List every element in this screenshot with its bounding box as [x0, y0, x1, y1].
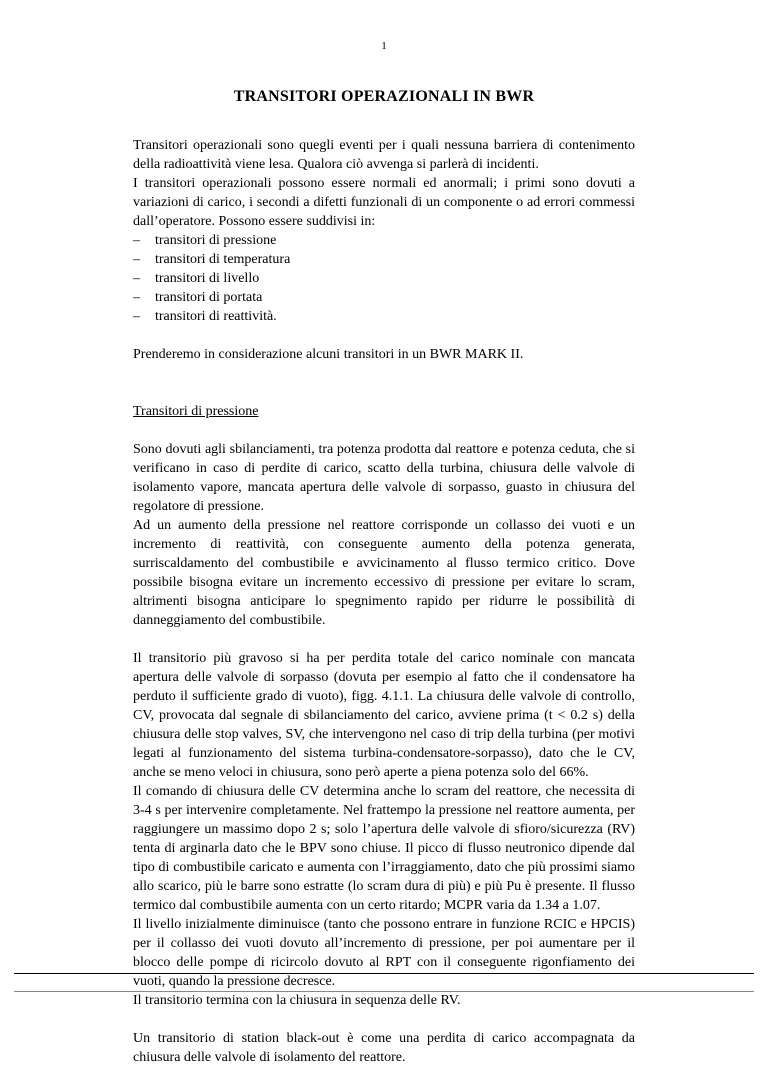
section-heading: Transitori di pressione — [133, 404, 259, 419]
section-paragraph-3: Il transitorio più gravoso si ha per perdita totale del carico nominale con mancata apertura delle valvole di sorpasso (dovuta per esempio al fatto che il condensatore ha perduto il sufficiente grado di vuoto), figg. 4.1.1. La chiusura delle valvole di controllo, CV, provocata dal segnale di sbilanciamento del carico, avviene prima (t < 0.2 s) della chiusura delle stop valves, SV, che intervengono nel caso di trip della turbina (per motivi legati al funzionamento del sistema turbina-condensatore-sorpasso), dato che le CV, anche se meno veloci in chiusura, sono però aperte a piena potenza solo del 66%. — [133, 651, 635, 780]
page-number: 1 — [381, 40, 387, 52]
list-item: – transitori di reattività. — [133, 307, 635, 326]
document-title: TRANSITORI OPERAZIONALI IN BWR — [233, 88, 535, 105]
footer-divider — [14, 973, 754, 974]
list-item: – transitori di pressione — [133, 231, 635, 250]
section-paragraph-1: Sono dovuti agli sbilanciamenti, tra potenza prodotta dal reattore e potenza ceduta, che si verificano in caso di perdite di carico, scatto della turbina, chiusura delle valvole di isolamento vapore, mancata apertura delle valvole di sorpasso, guasto in chiusura del regolatore di pressione. — [133, 442, 635, 514]
list-item: – transitori di livello — [133, 269, 635, 288]
intro-paragraph-1: Transitori operazionali sono quegli eventi per i quali nessuna barriera di contenimento della radioattività viene lesa. Qualora ciò avvenga si parlerà di incidenti. — [133, 138, 635, 172]
section-paragraph-5: Il livello inizialmente diminuisce (tanto che possono entrare in funzione RCIC e HPCIS) per il collasso dei vuoti dovuto all’incremento di pressione, per poi aumentare per il blocco delle pompe di ricircolo dovuto al RPT con il conseguente rigonfiamento dei vuoti, quando la pressione decresce. — [133, 917, 635, 989]
list-item: – transitori di temperatura — [133, 250, 635, 269]
section-paragraph-2: Ad un aumento della pressione nel reattore corrisponde un collasso dei vuoti e un incremento di reattività, con conseguente aumento della potenza generata, surriscaldamento del combustibile e avvicinamento al flusso termico critico. Dove possibile bisogna evitare un incremento eccessivo di pressione per evitare lo scram, altrimenti bisogna anticipare lo spegnimento rapido per ridurre le possibilità di danneggiamento del combustibile. — [133, 518, 635, 628]
document-body — [133, 136, 635, 1067]
transient-types-list — [133, 231, 635, 326]
list-item: – transitori di portata — [133, 288, 635, 307]
section-paragraph-7: Un transitorio di station black-out è come una perdita di carico accompagnata da chiusura delle valvole di isolamento del reattore. — [133, 1031, 635, 1065]
intro-paragraph-2: I transitori operazionali possono essere normali ed anormali; i primi sono dovuti a variazioni di carico, i secondi a difetti funzionali di un componente o ad errori commessi dall’operatore. Possono essere suddivisi in: — [133, 176, 635, 229]
section-paragraph-6: Il transitorio termina con la chiusura in sequenza delle RV. — [133, 993, 461, 1008]
section-paragraph-4: Il comando di chiusura delle CV determina anche lo scram del reattore, che necessita di 3-4 s per intervenire completamente. Nel frattempo la pressione nel reattore aumenta, per raggiungere un massimo dopo 2 s; solo l’apertura delle valvole di sfioro/sicurezza (RV) tenta di arginarla dato che le BPV sono chiuse. Il picco di flusso neutronico dipende dal tipo di combustibile caricato e aumenta con l’irraggiamento, dato che più prossimi siamo allo scarico, più le barre sono estratte (lo scram dura di più) e più Pu è presente. Il flusso termico dal combustibile aumenta con un certo ritardo; MCPR varia da 1.34 a 1.07. — [133, 784, 635, 913]
footer-divider-secondary — [14, 991, 754, 992]
intro-paragraph-3: Prenderemo in considerazione alcuni transitori in un BWR MARK II. — [133, 347, 524, 362]
